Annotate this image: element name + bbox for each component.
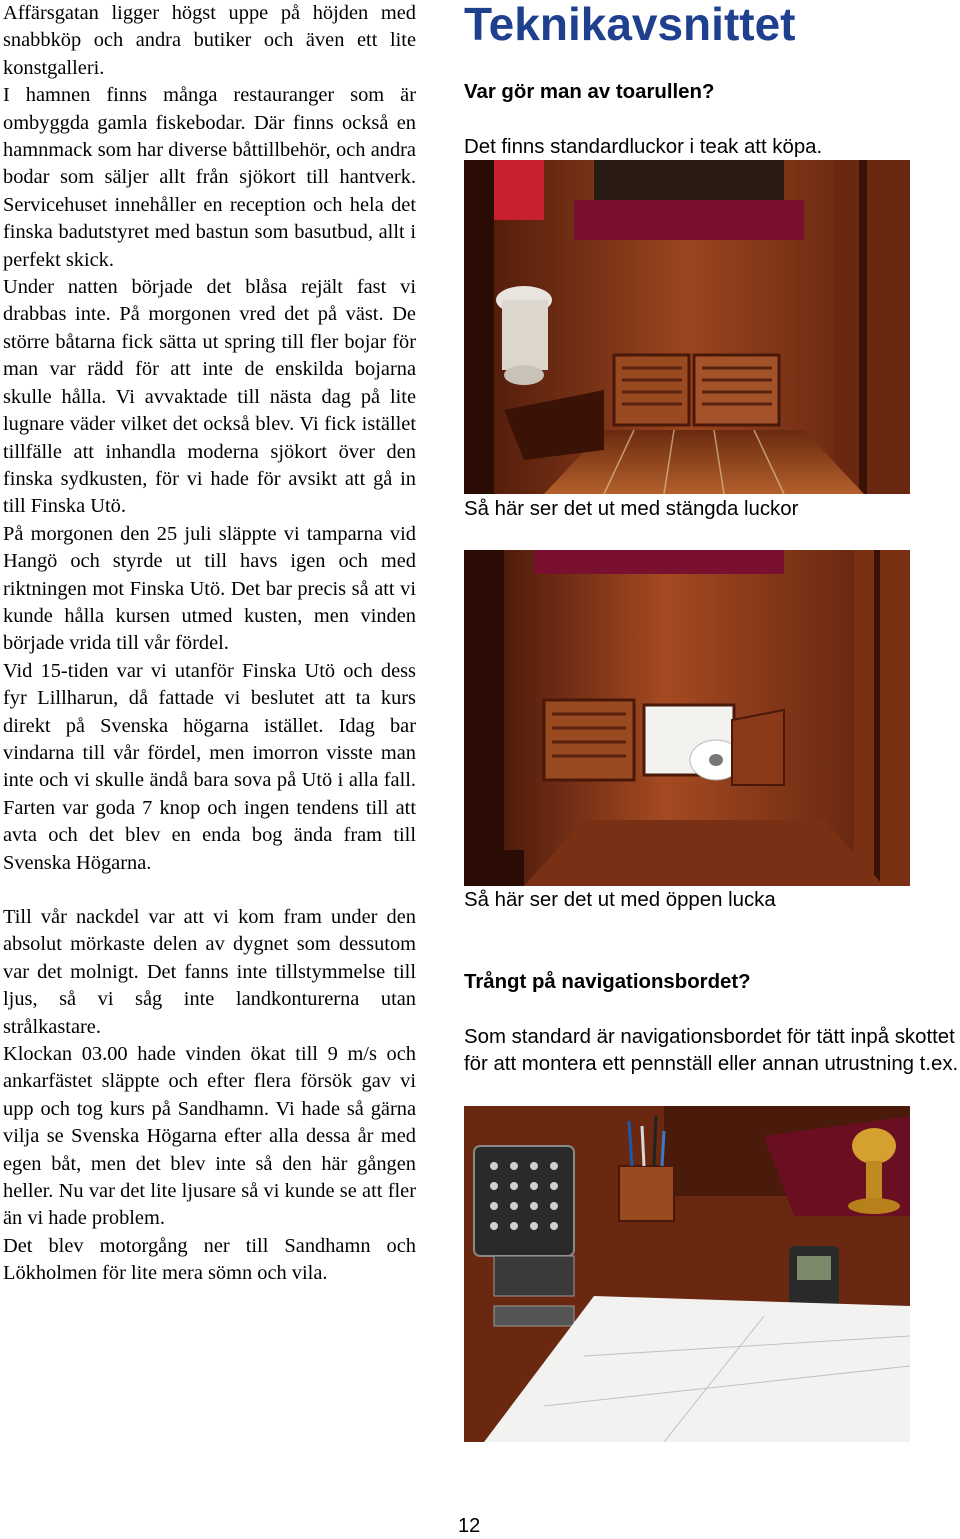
paragraph-6: Till vår nackdel var att vi kom fram under den absolut mörkaste delen av dygnet som dessutom var det molnigt. Det fanns inte tillstymmelse till ljus, så vi såg inte landkonturerna utan strålkastare. <box>3 906 416 1038</box>
page-number: 12 <box>458 1515 481 1537</box>
article-text-column <box>3 0 416 1288</box>
photo-open-hatch <box>464 550 910 886</box>
paragraph-3: Under natten började det blåsa rejält fast vi drabbas inte. På morgonen vred det på väst. De större båtarna fick sätta ut spring till fler bojar för man var rädd för att inte de enskilda bojarna skulle hålla. Vi avvaktade till nästa dag på lite lugnare väder vilket det också blev. Vi fick istället tillfälle att inhandla moderna sjökort över den finska sydkusten, för vi hade för avsikt att gå in till Finska Utö. <box>3 276 416 518</box>
paragraph-2: I hamnen finns många restauranger som är ombyggda gamla fiskebodar. Där finns också en hamnmack som har diverse båttillbehör, och andra bodar som säljer allt från sjökort till hantverk. Servicehuset innehåller en reception och hela det finska badutstyret med bastun som basutbud, allt i perfekt skick. <box>3 84 416 271</box>
caption-closed-hatches: Så här ser det ut med stängda luckor <box>464 498 799 520</box>
photo-navigation-table <box>464 1106 910 1442</box>
paragraph-4: På morgonen den 25 juli släppte vi tamparna vid Hangö och styrde ut till havs igen och med riktningen mot Finska Utö. Det bar precis så att vi kunde hålla kursen utmed kusten, men vinden började vrida till vår fördel. <box>3 522 416 655</box>
paragraph-8: Det blev motorgång ner till Sandhamn och Lökholmen för lite mera sömn och vila. <box>3 1234 416 1285</box>
answer-toilet-roll: Det finns standardluckor i teak att köpa. <box>464 136 823 158</box>
caption-open-hatch: Så här ser det ut med öppen lucka <box>464 889 776 911</box>
paragraph-1: Affärsgatan ligger högst uppe på höjden med snabbköp och andra butiker och även ett lite konstgalleri. <box>3 2 416 79</box>
photo-closed-hatches <box>464 160 910 494</box>
answer-nav-table: Som standard är navigationsbordet för tätt inpå skottet för att montera ett pennställ eller annan utrustning t.ex. <box>464 1026 959 1076</box>
question-toilet-roll: Var gör man av toarullen? <box>464 81 715 103</box>
paragraph-5: Vid 15-tiden var vi utanför Finska Utö och dess fyr Lillharun, då fattade vi beslutet att ta kurs direkt på Svenska högarna istället. Idag bar vindarna till vår fördel, men imorron visste man inte och vi skulle ändå bara sova på Utö i alla fall. Farten var goda 7 knop och ingen tendens till att avta och det blev en enda bog ända fram till Svenska Högarna. <box>3 659 416 874</box>
question-nav-table: Trångt på navigationsbordet? <box>464 971 751 993</box>
paragraph-7: Klockan 03.00 hade vinden ökat till 9 m/s och ankarfästet släppte och efter flera försök gav vi upp och tog kurs på Sandhamn. Vi hade så gärna vilja se Svenska Högarna efter alla dessa år med egen båt, men det blev inte så den här gången heller. Nu var det lite ljusare så vi kunde se att fler än vi hade problem. <box>3 1043 416 1230</box>
section-title: Teknikavsnittet <box>464 0 796 50</box>
